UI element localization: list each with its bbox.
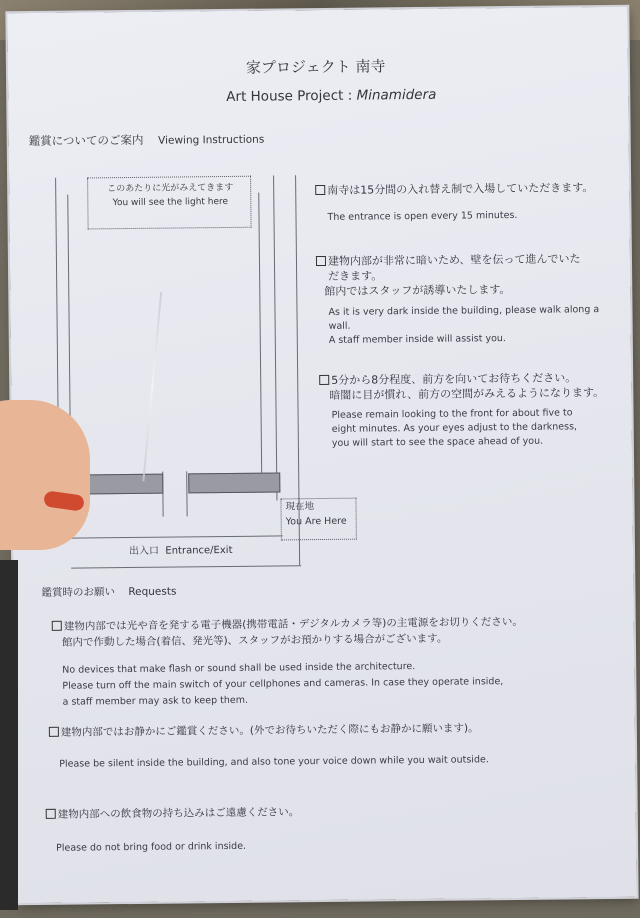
title-english: [226, 87, 436, 105]
entrance-label-en: Entrance/Exit: [165, 544, 233, 557]
request-1-en-line2: Please turn off the main switch of your cellphones and cameras. In case they operate inside,: [62, 676, 504, 692]
request-3-en: Please do not bring food or drink inside.: [56, 840, 247, 854]
light-label: [89, 181, 251, 211]
viewing-item-1-en: The entrance is open every 15 minutes.: [327, 209, 518, 223]
request-3-jp-text: 建物内部への飲食物の持ち込みはご遠慮ください。: [57, 806, 300, 821]
light-label-en: You will see the light here: [112, 196, 229, 209]
you-are-here-en: You Are Here: [285, 515, 347, 528]
viewing-item-1-jp: [315, 179, 593, 198]
checkbox-icon: [49, 727, 59, 737]
checkbox-icon: [319, 375, 329, 385]
wall-right: [188, 472, 280, 493]
viewing-item-2-jp-line1: 建物内部が非常に暗いため、壁を伝って進んでいた: [327, 252, 581, 268]
title-english-name: Minamidera: [356, 86, 437, 104]
requests-heading: [41, 584, 176, 600]
request-1-en-line1: No devices that make flash or sound shall be used inside the architecture.: [62, 661, 416, 676]
checkbox-icon: [315, 185, 325, 195]
viewing-item-2-jp-line3: 館内ではスタッフが誘導いたします。: [324, 283, 511, 298]
paper-crease: [142, 292, 162, 481]
checkbox-icon: [46, 809, 56, 819]
viewing-item-3-en-line3: you will start to see the space ahead of you.: [331, 435, 544, 449]
viewing-item-2-jp: [316, 250, 581, 269]
request-1-jp-line2: 館内で作動した場合(着信、発光等)、スタッフがお預かりする場合がございます。: [61, 632, 448, 649]
light-label-jp: このあたりに光がみえてきます: [107, 182, 234, 195]
viewing-item-3-en-line2: eight minutes. As your eyes adjust to the darkness,: [331, 421, 578, 435]
request-3-jp: [46, 804, 300, 822]
request-2-jp-text: 建物内部ではお静かにご鑑賞ください。(外でお待ちいただく際にもお静かに願います)。: [60, 722, 479, 739]
viewing-item-1-jp-text: 南寺は15分間の入れ替え制で入場していただきます。: [327, 181, 594, 197]
viewing-item-3-jp-line1: 5分から8分程度、前方を向いてお待ちください。: [331, 371, 577, 387]
you-are-here-box: [280, 498, 356, 541]
title-english-prefix: Art House Project :: [226, 87, 357, 105]
requests-heading-jp: 鑑賞時のお願い: [41, 586, 115, 599]
viewing-item-2-en-line1: As it is very dark inside the building, please walk along a: [328, 304, 600, 318]
checkbox-icon: [316, 256, 326, 266]
request-1-jp-line1-text: 建物内部では光や音を発する電子機器(携帯電話・デジタルカメラ等)の主電源をお切りください。: [63, 615, 523, 633]
viewing-item-2-en-line3: A staff member inside will assist you.: [328, 333, 506, 346]
entrance-label-jp: 出入口: [128, 545, 160, 558]
request-1-jp-line1: [52, 614, 523, 634]
request-1-en-line3: a staff member may ask to keep them.: [62, 694, 249, 708]
viewing-heading-en: Viewing Instructions: [158, 133, 265, 147]
you-are-here-jp: 現在地: [285, 501, 315, 513]
viewing-heading-jp: 鑑賞についてのご案内: [28, 132, 144, 149]
viewing-item-2-jp-line2: だきます。: [328, 269, 383, 283]
requests-heading-en: Requests: [128, 585, 177, 599]
viewing-item-3-jp-line2: 暗闇に目が慣れ、前方の空間がみえるようになります。: [329, 386, 605, 402]
hand-holding-sheet: [0, 400, 90, 550]
checkbox-icon: [52, 621, 62, 631]
instruction-sheet: [7, 7, 636, 903]
viewing-item-3-en-line1: Please remain looking to the front for about five to: [331, 407, 573, 421]
title-japanese: 家プロジェクト 南寺: [245, 57, 386, 77]
viewing-item-2-en-line2: wall.: [328, 320, 351, 332]
sleeve: [0, 560, 18, 910]
request-2-jp: [49, 720, 479, 739]
viewing-heading: [29, 131, 265, 149]
request-2-en: Please be silent inside the building, and also tone your voice down while you wait outside.: [59, 754, 489, 770]
entrance-label: [129, 541, 233, 557]
